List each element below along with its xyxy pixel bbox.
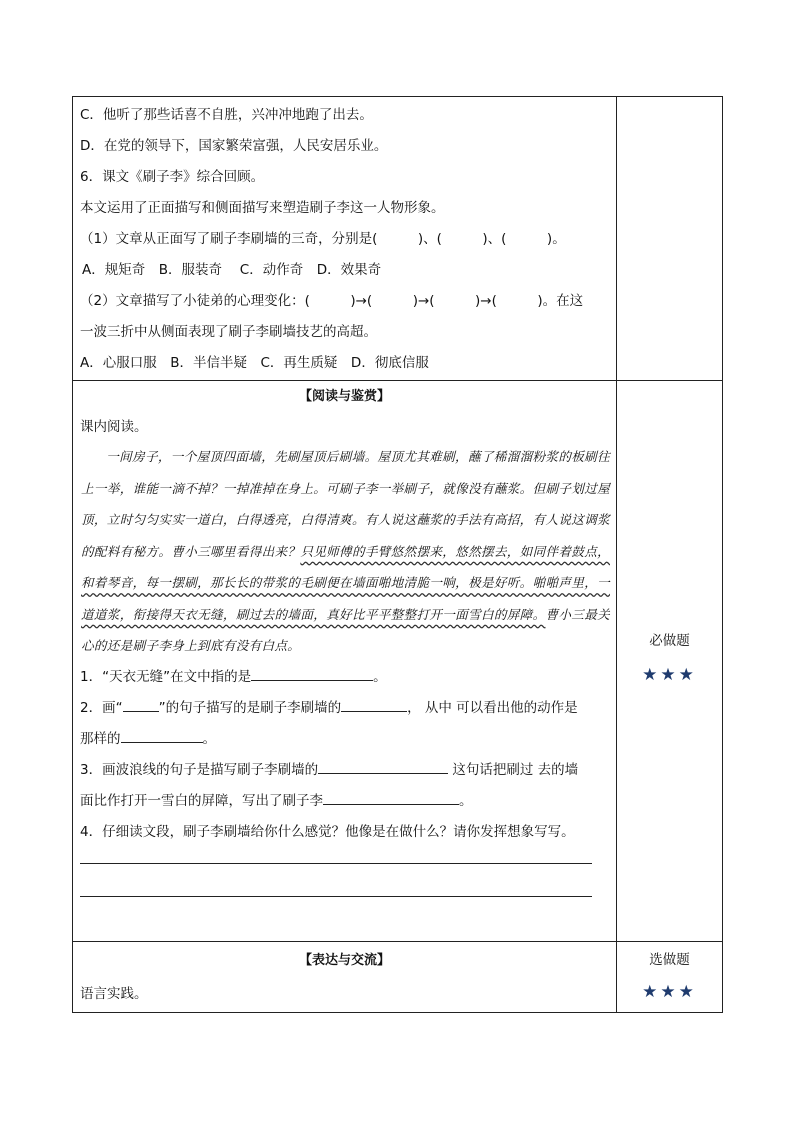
question-2-text-b: ”的句子描写的是刷子李刷墙的 [158,699,342,716]
reading-intro: 课内阅读。 [80,419,148,435]
required-label: 必做题 [649,633,690,649]
question-2-blank-1[interactable] [341,697,407,712]
worksheet-table [72,96,723,1013]
option-d-line: D．在党的领导下，国家繁荣富强，人民安居乐业。 [80,138,388,154]
reading-side-cell [617,381,723,942]
answer-line-2[interactable] [80,895,592,897]
question-2-text-a: 2．画“ [80,699,123,716]
passage-wavy-sentence: 只见师傅的手臂悠然摆来，悠然摆去，如同伴着鼓点，和着琴音，每一摆刷，那长长的带浆的毛刷便在墙面啪地清脆一响，极是好听。啪啪声里，一道道浆，衔接得天衣无缝，刷过去的墙面，真好比平平整整打开一面雪白的屏障。 [81,543,610,622]
question-3-text-b: 这句话把刷过 去的墙 [448,761,579,778]
express-section-title: 【表达与交流】 [298,953,390,968]
question-3-blank-2[interactable] [323,790,459,805]
part1-options: A．规矩奇 B．服装奇 C．动作奇 D．效果奇 [82,262,382,278]
question-2-text-d: 那样的 [80,730,121,747]
question-3-blank-1[interactable] [318,759,448,774]
question-2-blank-2[interactable] [121,728,203,743]
top-content-cell [73,97,617,381]
question-1-end: 。 [373,668,387,685]
question-3 [73,755,616,786]
question-1 [73,662,616,693]
question-3-text-a: 3．画波浪线的句子是描写刷子李刷墙的 [80,761,319,778]
reading-row [73,381,723,942]
passage-text-b: 曹小三最关心的还是刷子李身上到底有没有白点。 [81,606,610,653]
optional-label: 选做题 [649,952,690,968]
reading-content-cell [73,381,617,942]
question-2 [73,693,616,724]
question-1-text: 1．“天衣无缝”在文中指的是 [80,668,252,685]
reading-section-title: 【阅读与鉴赏】 [298,389,390,404]
question-6-part1: （1）文章从正面写了刷子李刷墙的三奇，分别是( )、( )、( )。 [80,231,566,247]
express-content-cell [73,942,617,1013]
question-1-blank[interactable] [251,666,373,681]
top-side-cell [617,97,723,381]
question-2-text-c: ， 从中 可以看出他的动作是 [407,699,578,716]
question-6-part2: （2）文章描写了小徒弟的心理变化：( )→( )→( )→( )。在这 [80,293,584,309]
express-side-cell [617,942,723,1013]
express-text: 语言实践。 [80,986,148,1002]
required-stars-icon: ★★★ [642,665,697,685]
option-c-line: C．他听了那些话喜不自胜，兴冲冲地跑了出去。 [80,107,373,123]
top-row [73,97,723,381]
question-3-text-c: 面比作打开一雪白的屏障，写出了刷子李 [80,792,323,809]
express-row [73,942,723,1013]
part2-options: A．心服口服 B．半信半疑 C．再生质疑 D．彻底信服 [80,355,429,371]
question-3-end: 。 [459,792,473,809]
passage-text-a: 一间房子，一个屋顶四面墙，先刷屋顶后刷墙。屋顶尤其难刷，蘸了稀溜溜粉浆的板刷往上一举，谁能一滴不掉？一掉准掉在身上。可刷子李一举刷子，就像没有蘸浆。但刷子划过屋顶，立时匀匀实实一道白，白得透亮，白得清爽。有人说这蘸浆的手法有高招，有人说这调浆的配料有秘方。曹小三哪里看得出来？ [81,449,610,559]
question-6-intro: 本文运用了正面描写和侧面描写来塑造刷子李这一人物形象。 [80,200,445,216]
question-6-part2-cont: 一波三折中从侧面表现了刷子李刷墙技艺的高超。 [80,324,377,340]
question-2-end: 。 [202,730,216,747]
question-2-underline-mark [123,697,159,712]
question-4: 4．仔细读文段，刷子李刷墙给你什么感觉？他像是在做什么？请你发挥想象写写。 [80,823,575,840]
question-2-cont [73,724,616,755]
question-3-cont [73,786,616,817]
optional-stars-icon: ★★★ [642,982,697,1002]
question-6-line: 6．课文《刷子李》综合回顾。 [80,169,265,185]
reading-passage [73,441,616,662]
